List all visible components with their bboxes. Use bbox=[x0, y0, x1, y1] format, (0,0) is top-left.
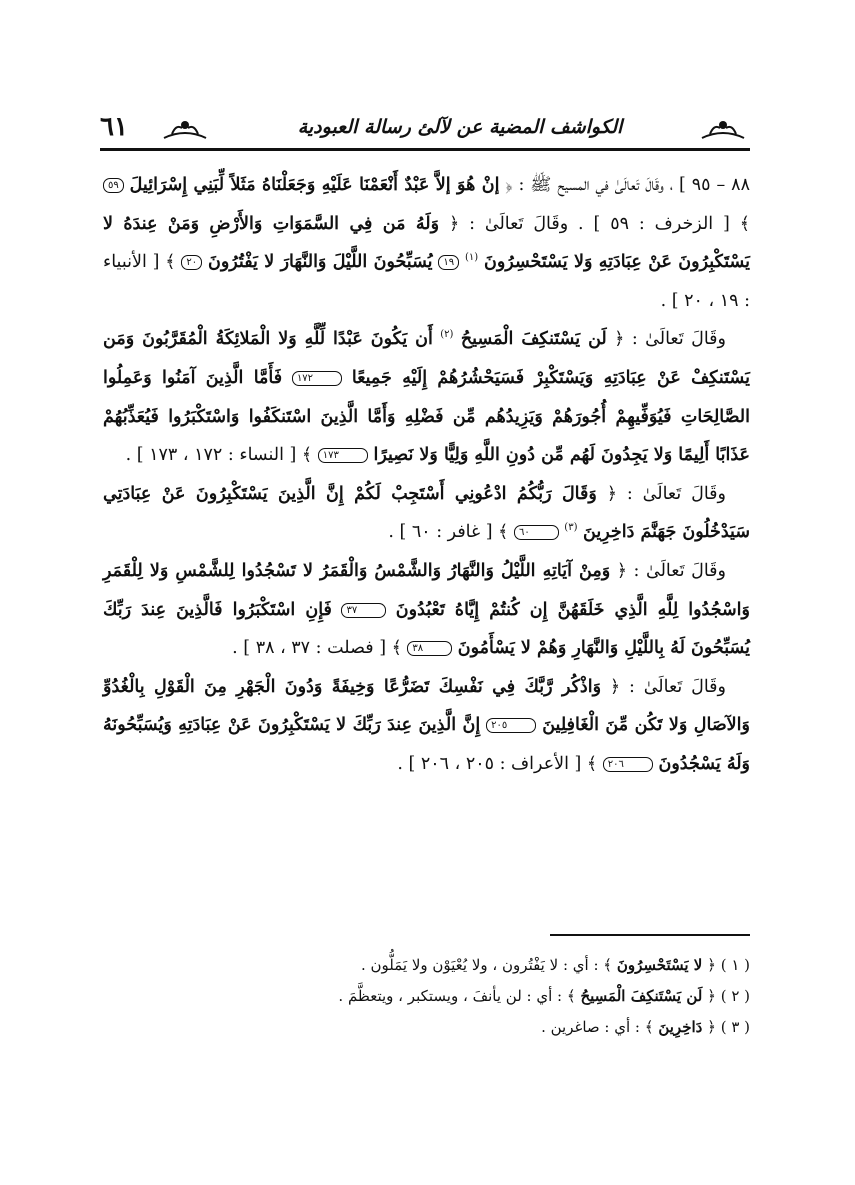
quran-verse: فَإِنِ اسْتَكْبَرُوا فَالَّذِينَ عِندَ رَبِّكَ يُسَبِّحُونَ لَهُ بِاللَّيْلِ وَالنَّهَارِ وَهُمْ لا يَسْأَمُونَ bbox=[103, 599, 750, 659]
running-header bbox=[100, 112, 750, 152]
ayah-number: ٢٠٥ bbox=[486, 718, 536, 733]
ayah-number: ٣٨ bbox=[407, 641, 452, 656]
footnote-gloss: : أي : لا يَفْتُرون ، ولا يُعْيَوْن ولا يَمَلُّون . bbox=[360, 956, 599, 974]
quran-verse: وَقَالَ رَبُّكُمُ ادْعُونِي أَسْتَجِبْ لَكُمْ إِنَّ الَّذِينَ يَسْتَكْبِرُونَ عَنْ عِبَادَتِي سَيَدْخُلُونَ جَهَنَّمَ دَاخِرِينَ bbox=[103, 483, 750, 543]
bracket: ﴾ bbox=[603, 956, 613, 974]
ayah-number: ١٩ bbox=[438, 255, 459, 270]
paragraph bbox=[103, 475, 750, 552]
lead: وقَالَ تَعالَىٰ : ﴿ bbox=[606, 483, 727, 504]
paragraph bbox=[103, 552, 750, 668]
reference: ﴾ [ الأنبياء : ١٩ ، ٢٠ ] . bbox=[103, 252, 750, 311]
book-title: الكواشف المضية عن لآلئ رسالة العبودية bbox=[297, 116, 623, 138]
header-rule bbox=[100, 148, 750, 151]
bracket: ﴾ bbox=[644, 1018, 654, 1036]
footnote-term: لَن يَسْتَنكِفَ الْمَسِيحُ bbox=[580, 987, 703, 1005]
footnote bbox=[103, 981, 750, 1012]
footnotes bbox=[103, 950, 750, 1043]
bracket: ﴿ bbox=[707, 1018, 716, 1036]
lead: وقَالَ تَعالَىٰ : ﴿ bbox=[616, 560, 726, 581]
footnote-marker: (١) bbox=[464, 252, 479, 264]
ayah-number: ٦٠ bbox=[514, 525, 559, 540]
paragraph bbox=[103, 668, 750, 784]
footnote-marker: (٢) bbox=[440, 329, 454, 341]
ayah-number: ٥٩ bbox=[103, 178, 124, 193]
ayah-number: ١٧٢ bbox=[292, 371, 342, 386]
lead: وقَالَ تَعالَىٰ : ﴿ bbox=[609, 676, 726, 697]
quran-verse: وَمِنْ آيَاتِهِ اللَّيْلُ وَالنَّهَارُ وَالشَّمْسُ وَالْقَمَرُ لا تَسْجُدُوا لِلشَّمْسِ وَلا لِلْقَمَرِ وَاسْجُدُوا لِلَّهِ الَّذِي خَلَقَهُنَّ إِن كُنتُمْ إِيَّاهُ تَعْبُدُونَ bbox=[103, 560, 750, 620]
footnote bbox=[103, 950, 750, 981]
bracket: ﴾ bbox=[566, 987, 576, 1005]
ayah-number: ٢٠ bbox=[181, 255, 202, 270]
reference: ﴾ [ النساء : ١٧٢ ، ١٧٣ ] . bbox=[125, 445, 313, 466]
bracket: ﴿ bbox=[707, 987, 716, 1005]
page-number: ٦١ bbox=[100, 112, 128, 142]
footnote-term: دَاخِرِينَ bbox=[658, 1018, 703, 1036]
quran-verse: فَأَمَّا الَّذِينَ آمَنُوا وَعَمِلُوا الصَّالِحَاتِ فَيُوَفِّيهِمْ أُجُورَهُمْ وَيَزِيدُهُم مِّن فَضْلِهِ وَأَمَّا الَّذِينَ اسْتَنكَفُوا وَاسْتَكْبَرُوا فَيُعَذِّبُهُمْ عَذَابًا أَلِيمًا وَلا يَجِدُونَ لَهُم مِّن دُونِ اللَّهِ وَلِيًّا وَلا نَصِيرًا bbox=[103, 367, 750, 466]
reference: ٨٨ – ٩٥ ] ، وقَالَ تَعالَىٰ في المسيح ﷺ : ﴿ bbox=[505, 175, 750, 195]
footnote-gloss: : أي : صاغرين . bbox=[541, 1018, 640, 1036]
reference: ﴾ [ الزخرف : ٥٩ ] . وقَالَ تَعالَىٰ : ﴿ bbox=[448, 213, 750, 234]
quran-verse: لَن يَسْتَنكِفَ الْمَسِيحُ bbox=[460, 329, 607, 350]
footnote-gloss: : أي : لن يأنفَ ، ويستكبر ، ويتعظَّمَ . bbox=[338, 987, 563, 1005]
paragraph bbox=[103, 166, 750, 320]
reference: ﴾ [ فصلت : ٣٧ ، ٣٨ ] . bbox=[232, 638, 402, 659]
quran-verse: يُسَبِّحُونَ اللَّيْلَ وَالنَّهَارَ لا يَفْتُرُونَ bbox=[207, 252, 433, 273]
quran-verse: وَاذْكُر رَّبَّكَ فِي نَفْسِكَ تَضَرُّعًا وَخِيفَةً وَدُونَ الْجَهْرِ مِنَ الْقَوْلِ بِالْغُدُوِّ وَالآصَالِ وَلا تَكُن مِّنَ الْغَافِلِينَ bbox=[103, 676, 750, 736]
ayah-number: ١٧٣ bbox=[318, 448, 368, 463]
quran-verse: إِنَّ الَّذِينَ عِندَ رَبِّكَ لا يَسْتَكْبِرُونَ عَنْ عِبَادَتِهِ وَيُسَبِّحُونَهُ وَلَهُ يَسْجُدُونَ bbox=[103, 715, 750, 774]
ayah-number: ٣٧ bbox=[341, 603, 386, 618]
quran-verse: أَن يَكُونَ عَبْدًا لِّلَّهِ وَلا الْمَلائِكَةُ الْمُقَرَّبُونَ وَمَن يَسْتَنكِفْ عَنْ عِبَادَتِهِ وَيَسْتَكْبِرْ فَسَيَحْشُرُهُمْ إِلَيْهِ جَمِيعًا bbox=[103, 329, 750, 388]
footnote-rule bbox=[550, 934, 750, 936]
main-text bbox=[103, 166, 750, 784]
footnote-number: ( ١ ) bbox=[720, 956, 750, 974]
paragraph bbox=[103, 320, 750, 474]
footnote-number: ( ٢ ) bbox=[720, 987, 750, 1005]
bracket: ﴿ bbox=[707, 956, 716, 974]
lead: وقَالَ تَعالَىٰ : ﴿ bbox=[614, 329, 726, 350]
quran-verse: إنْ هُوَ إلاَّ عَبْدٌ أَنْعَمْنَا عَلَيْهِ وَجَعَلْنَاهُ مَثَلاً لِّبَنِي إِسْرَائِيلَ bbox=[129, 175, 500, 195]
footnote-marker: (٣) bbox=[564, 522, 578, 534]
footnote bbox=[103, 1012, 750, 1043]
footnote-term: لا يَسْتَحْسِرُونَ bbox=[616, 956, 703, 974]
ayah-number: ٢٠٦ bbox=[603, 757, 653, 772]
reference: ﴾ [ الأعراف : ٢٠٥ ، ٢٠٦ ] . bbox=[397, 753, 598, 774]
reference: ﴾ [ غافر : ٦٠ ] . bbox=[388, 522, 509, 543]
quran-verse: وَلَهُ مَن فِي السَّمَوَاتِ وَالأَرْضِ وَمَنْ عِندَهُ لا يَسْتَكْبِرُونَ عَنْ عِبَادَتِهِ وَلا يَسْتَحْسِرُونَ bbox=[103, 213, 750, 273]
footnote-number: ( ٣ ) bbox=[720, 1018, 750, 1036]
floral-ornament-icon bbox=[162, 118, 208, 140]
